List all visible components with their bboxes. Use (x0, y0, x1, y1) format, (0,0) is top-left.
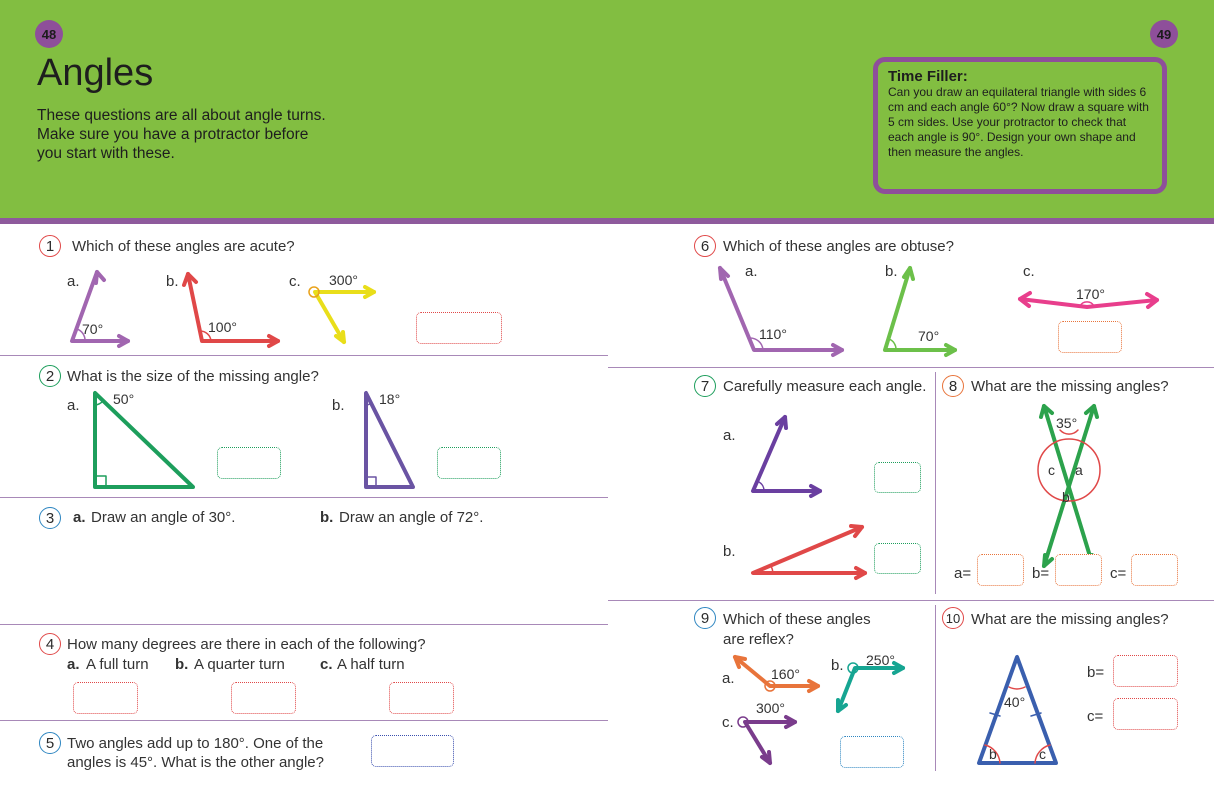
question-2-number: 2 (39, 365, 61, 387)
page-title: Angles (37, 52, 154, 94)
q10-b: b (989, 746, 997, 762)
question-6-number: 6 (694, 235, 716, 257)
q1-b-angle: 100° (208, 319, 237, 335)
question-9-line-2: are reflex? (723, 631, 794, 648)
q6-b-angle: 70° (918, 328, 940, 344)
q6-label-a: a. (745, 263, 758, 280)
q3-a-text: Draw an angle of 30°. (91, 509, 236, 526)
q8-a: a (1075, 462, 1083, 478)
q2-b-answer-box[interactable] (437, 447, 501, 479)
q4-b-answer-box[interactable] (231, 682, 296, 714)
q6-label-c: c. (1023, 263, 1035, 280)
q7-a-answer-box[interactable] (874, 462, 921, 493)
question-7-text: Carefully measure each angle. (723, 378, 927, 395)
q4-label-b: b. (175, 656, 189, 673)
q1-answer-box[interactable] (416, 312, 502, 344)
q10-b-answer-box[interactable] (1113, 655, 1178, 687)
question-8-number: 8 (942, 375, 964, 397)
q9-label-b: b. (831, 657, 844, 674)
q6-a-angle: 110° (759, 326, 787, 342)
q10-c-label: c= (1087, 708, 1104, 725)
question-10-text: What are the missing angles? (971, 611, 1169, 628)
q4-c-text: A half turn (337, 656, 405, 673)
question-5-number: 5 (39, 732, 61, 754)
q7-label-a: a. (723, 427, 736, 444)
q4-label-a: a. (67, 656, 80, 673)
q10-angle: 40° (1004, 694, 1026, 710)
q2-b-angle: 18° (379, 391, 401, 407)
q8-a-label: a= (954, 565, 972, 582)
q4-label-c: c. (320, 656, 333, 673)
q8-angle: 35° (1056, 415, 1078, 431)
question-4-number: 4 (39, 633, 61, 655)
q10-c-answer-box[interactable] (1113, 698, 1178, 730)
q9-a-angle: 160° (771, 666, 800, 682)
question-3-number: 3 (39, 507, 61, 529)
question-10-number: 10 (942, 607, 964, 629)
q9-answer-box[interactable] (840, 736, 904, 768)
question-9-number: 9 (694, 607, 716, 629)
q8-c-answer-box[interactable] (1131, 554, 1178, 586)
page-number-left: 48 (35, 20, 63, 48)
q2-a-angle: 50° (113, 391, 135, 407)
question-5-line-2: angles is 45°. What is the other angle? (67, 754, 324, 771)
q8-c: c (1048, 462, 1055, 478)
q2-label-b: b. (332, 397, 345, 414)
q8-b: b (1062, 489, 1070, 505)
q1-a-angle: 70° (82, 321, 104, 337)
question-5-line-1: Two angles add up to 180°. One of the (67, 735, 324, 752)
q2-a-answer-box[interactable] (217, 447, 281, 479)
q1-label-b: b. (166, 273, 179, 290)
q3-label-b: b. (320, 509, 334, 526)
question-6-text: Which of these angles are obtuse? (723, 238, 954, 255)
q4-a-text: A full turn (86, 656, 149, 673)
q1-angle-c (315, 287, 374, 342)
question-1-number: 1 (39, 235, 61, 257)
q8-a-answer-box[interactable] (977, 554, 1024, 586)
q10-b-label: b= (1087, 664, 1105, 681)
q1-angle-b (184, 274, 278, 346)
q8-b-label: b= (1032, 565, 1050, 582)
q8-c-label: c= (1110, 565, 1127, 582)
q7-angle-b (753, 526, 865, 578)
page-number-right: 49 (1150, 20, 1178, 48)
question-8-text: What are the missing angles? (971, 378, 1169, 395)
q4-a-answer-box[interactable] (73, 682, 138, 714)
q2-triangle-b (366, 393, 413, 487)
q9-b-angle: 250° (866, 652, 895, 668)
q4-b-text: A quarter turn (194, 656, 285, 673)
time-filler-text: Can you draw an equilateral triangle with sides 6 cm and each angle 60°? Now draw a square with 5 cm sides. Use your protractor to check that each angle is 90°. Design your own shape and then measure the angles. (888, 85, 1149, 159)
question-1-text: Which of these angles are acute? (72, 238, 295, 255)
q9-angle-c (745, 717, 795, 763)
q6-label-b: b. (885, 263, 898, 280)
q2-label-a: a. (67, 397, 80, 414)
q1-label-c: c. (289, 273, 301, 290)
q7-b-answer-box[interactable] (874, 543, 921, 574)
question-2-text: What is the size of the missing angle? (67, 368, 319, 385)
q5-answer-box[interactable] (371, 735, 454, 767)
intro-text: These questions are all about angle turns. Make sure you have a protractor before you start with these. (37, 107, 326, 162)
question-4-text: How many degrees are there in each of the following? (67, 636, 426, 653)
q4-c-answer-box[interactable] (389, 682, 454, 714)
q7-label-b: b. (723, 543, 736, 560)
time-filler-title: Time Filler: (888, 68, 968, 85)
q8-b-answer-box[interactable] (1055, 554, 1102, 586)
q10-c: c (1039, 746, 1046, 762)
q3-label-a: a. (73, 509, 86, 526)
q1-label-a: a. (67, 273, 80, 290)
question-7-number: 7 (694, 375, 716, 397)
q2-triangle-a (95, 393, 193, 487)
q6-answer-box[interactable] (1058, 321, 1122, 353)
q3-b-text: Draw an angle of 72°. (339, 509, 484, 526)
q7-angle-a (753, 417, 820, 496)
q9-label-a: a. (722, 670, 735, 687)
q6-c-angle: 170° (1076, 286, 1105, 302)
q9-label-c: c. (722, 714, 734, 731)
q1-c-angle: 300° (329, 272, 358, 288)
q9-c-angle: 300° (756, 700, 785, 716)
question-9-line-1: Which of these angles (723, 611, 871, 628)
